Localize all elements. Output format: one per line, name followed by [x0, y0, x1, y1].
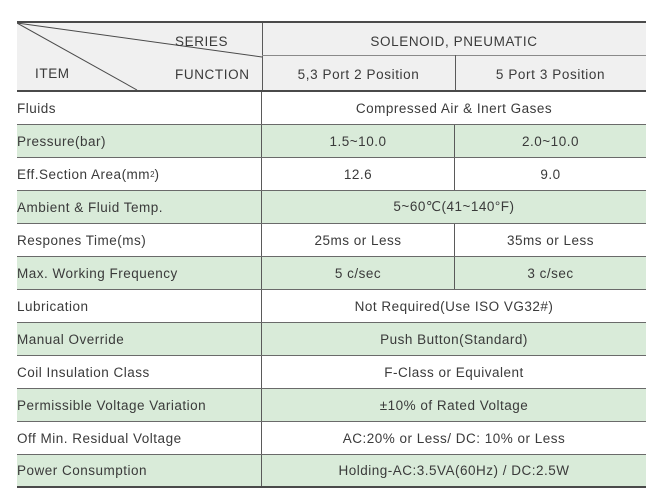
- table-row: [17, 455, 646, 488]
- row-value: F-Class or Equivalent: [384, 364, 524, 380]
- row-label-end: ): [154, 166, 160, 182]
- row-label: Power Consumption: [17, 455, 262, 486]
- table-row: [17, 422, 646, 455]
- row-value: 5~60℃(41~140°F): [393, 199, 515, 214]
- table-row: [17, 158, 646, 191]
- row-label: Lubrication: [17, 290, 262, 322]
- row-value-col1: 12.6: [262, 158, 455, 190]
- row-value: Holding-AC:3.5VA(60Hz) / DC:2.5W: [338, 463, 570, 478]
- row-label-text: Eff.Section Area(mm: [17, 166, 151, 182]
- row-label: Pressure(bar): [17, 125, 262, 157]
- row-value-col1: 1.5~10.0: [262, 125, 455, 157]
- table-row: [17, 257, 646, 290]
- series-value: SOLENOID, PNEUMATIC: [370, 34, 538, 49]
- row-label: Coil Insulation Class: [17, 356, 262, 388]
- table-header: [17, 21, 646, 92]
- row-label: Fluids: [17, 92, 262, 124]
- row-label: Permissible Voltage Variation: [17, 389, 262, 421]
- table-row: [17, 323, 646, 356]
- function-col1: 5,3 Port 2 Position: [297, 67, 420, 82]
- row-value-col1: 25ms or Less: [262, 224, 455, 256]
- row-value: Push Button(Standard): [380, 331, 528, 347]
- row-value: ±10% of Rated Voltage: [379, 397, 529, 413]
- row-value-col1: 5 c/sec: [262, 257, 455, 289]
- table-row: [17, 356, 646, 389]
- function-label: FUNCTION: [175, 67, 250, 82]
- row-value: Compressed Air & Inert Gases: [355, 100, 553, 116]
- row-label: Ambient & Fluid Temp.: [17, 191, 262, 223]
- row-label: Manual Override: [17, 323, 262, 355]
- row-value-col2: 3 c/sec: [527, 265, 574, 281]
- series-label: SERIES: [175, 34, 229, 49]
- item-label: ITEM: [35, 66, 70, 81]
- table-row: [17, 224, 646, 257]
- row-label: Off Min. Residual Voltage: [17, 422, 262, 454]
- table-row: [17, 191, 646, 224]
- row-value: AC:20% or Less/ DC: 10% or Less: [342, 430, 566, 446]
- spec-table: [17, 21, 646, 488]
- row-label: [17, 158, 262, 190]
- function-col2: 5 Port 3 Position: [495, 67, 606, 82]
- row-value-col2: 35ms or Less: [506, 232, 595, 248]
- header-divider: [262, 55, 646, 56]
- table-row: [17, 290, 646, 323]
- row-value-col2: 2.0~10.0: [522, 133, 579, 149]
- row-label-superscript: 2: [150, 169, 155, 179]
- table-row: [17, 389, 646, 422]
- table-row: [17, 125, 646, 158]
- row-label: Max. Working Frequency: [17, 257, 262, 289]
- row-label: Respones Time(ms): [17, 224, 262, 256]
- row-value: Not Required(Use ISO VG32#): [354, 298, 554, 314]
- table-row: [17, 92, 646, 125]
- row-value-col2: 9.0: [540, 166, 561, 182]
